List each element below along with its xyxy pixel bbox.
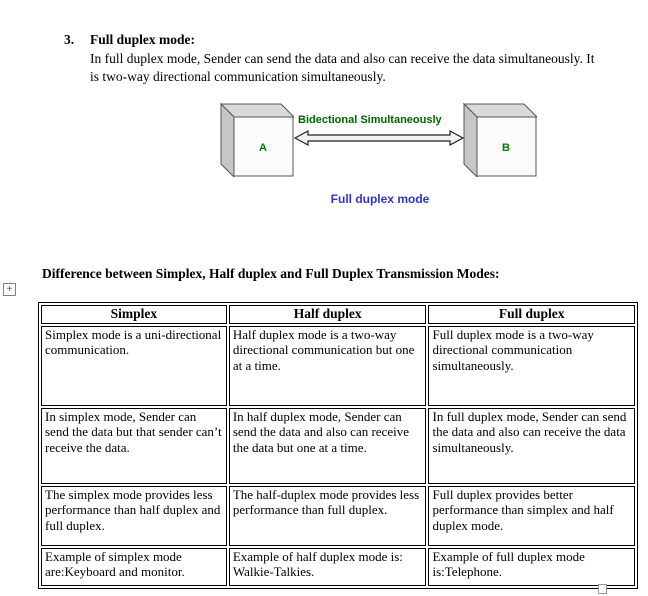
comparison-table-wrap [38, 302, 638, 589]
section-title: Full duplex mode: [90, 32, 196, 47]
table-row [41, 326, 635, 406]
cell: Simplex mode is a uni-directional communication. [41, 326, 227, 406]
node-a-cube-icon [220, 103, 294, 177]
section-body-text: In full duplex mode, Sender can send the data and also can receive the data simultaneously. It is two-way directional communication simultaneously. [90, 50, 595, 84]
bidirectional-arrow-icon [294, 128, 464, 148]
cell: In simplex mode, Sender can send the data but that sender can’t receive the data. [41, 408, 227, 484]
full-duplex-diagram [220, 100, 540, 212]
section-full-duplex [64, 31, 604, 85]
header-full-duplex: Full duplex [428, 305, 635, 324]
comparison-heading: Difference between Simplex, Half duplex and Full Duplex Transmission Modes: [42, 266, 500, 281]
cell: Full duplex mode is a two-way directional communication simultaneously. [428, 326, 635, 406]
node-b-label: B [502, 142, 510, 154]
cell: The simplex mode provides less performance than half duplex and full duplex. [41, 486, 227, 546]
cell: Example of half duplex mode is: Walkie-Talkies. [229, 548, 427, 586]
comparison-table [38, 302, 638, 589]
node-a-label: A [259, 142, 267, 154]
cell: Half duplex mode is a two-way directional communication but one at a time. [229, 326, 427, 406]
table-move-handle-icon[interactable]: + [3, 283, 16, 296]
diagram-caption: Full duplex mode [330, 192, 430, 206]
header-half-duplex: Half duplex [229, 305, 427, 324]
cell: Full duplex provides better performance than simplex and half duplex mode. [428, 486, 635, 546]
table-header-row [41, 305, 635, 324]
table-row [41, 548, 635, 586]
header-simplex: Simplex [41, 305, 227, 324]
cell: In half duplex mode, Sender can send the data and also can receive the data but one at a time. [229, 408, 427, 484]
cell: Example of simplex mode are:Keyboard and monitor. [41, 548, 227, 586]
table-resize-handle[interactable] [598, 584, 607, 594]
cell: Example of full duplex mode is:Telephone. [428, 548, 635, 586]
arrow-label: Bidectional Simultaneously [298, 114, 442, 126]
cell: The half-duplex mode provides less performance than full duplex. [229, 486, 427, 546]
table-row [41, 486, 635, 546]
table-row [41, 408, 635, 484]
cell: In full duplex mode, Sender can send the data and also can receive the data simultaneously. [428, 408, 635, 484]
list-number: 3. [64, 32, 75, 47]
